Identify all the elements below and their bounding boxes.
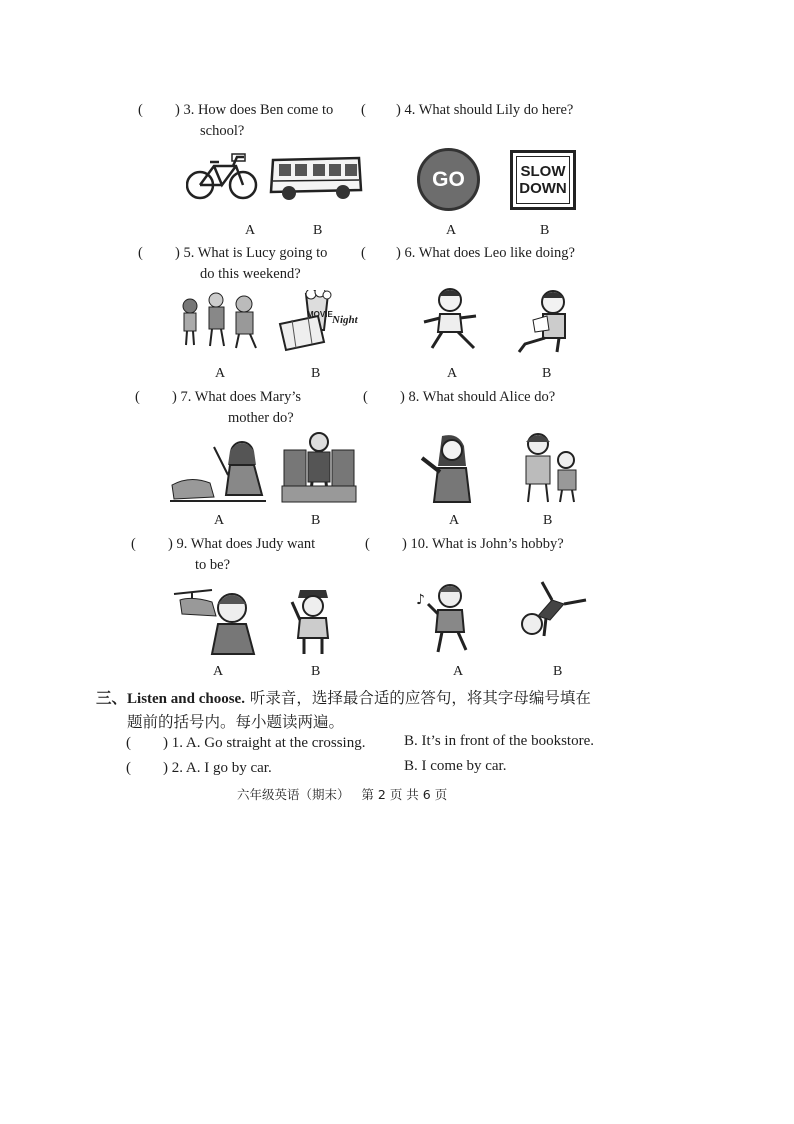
answer-bracket[interactable]: ( [361, 102, 366, 118]
question-9-text: ) 9. What does Judy want [168, 536, 316, 552]
answer-bracket[interactable]: ( [363, 389, 368, 405]
svg-text:♪: ♪ [416, 592, 425, 608]
kung-fu-boy-image [418, 286, 488, 354]
question-9-continuation: to be? [195, 557, 231, 573]
section-number: 三、 [96, 689, 128, 707]
answer-bracket[interactable]: ( [138, 102, 143, 118]
listen-item-2-option-b: B. I come by car. [404, 758, 507, 774]
movie-night-image [278, 290, 358, 352]
option-a-label: A [213, 664, 224, 679]
section-instruction-line-1: 听录音，选择最合适的应答句，将其字母编号填在 [244, 689, 591, 707]
movie-text: MOVIE [307, 310, 333, 319]
pilot-image [172, 582, 264, 658]
go-sign-image [417, 148, 480, 211]
page-footer: 六年级英语（期末） 第 2 页 共 6 页 [237, 787, 448, 802]
singing-boy-image [414, 580, 480, 656]
option-a-label: A [447, 366, 458, 381]
answer-bracket[interactable]: ( [126, 760, 131, 776]
option-b-label: B [540, 223, 550, 238]
option-b-label: B [311, 366, 321, 381]
down-sign-text: DOWN [519, 180, 567, 197]
question-6-text: ) 6. What does Leo like doing? [396, 245, 575, 261]
answer-bracket[interactable]: ( [361, 245, 366, 261]
listen-item-2-option-a: ) 2. A. I go by car. [163, 760, 272, 776]
listen-item-1-option-b: B. It’s in front of the bookstore. [404, 733, 594, 749]
question-5-continuation: do this weekend? [200, 266, 301, 282]
answer-bracket[interactable]: ( [126, 735, 131, 751]
woman-at-counter-image [170, 435, 266, 505]
answer-bracket[interactable]: ( [135, 389, 140, 405]
section-title: Listen and choose. [127, 691, 245, 707]
question-10-text: ) 10. What is John’s hobby? [402, 536, 564, 552]
girl-helping-image [516, 430, 582, 506]
option-a-label: A [446, 223, 457, 238]
question-4-text: ) 4. What should Lily do here? [396, 102, 574, 118]
section-instruction-line-2: 题前的括号内。每小题读两遍。 [127, 713, 345, 731]
option-b-label: B [311, 513, 321, 528]
section-3-heading [96, 687, 591, 710]
option-b-label: B [313, 223, 323, 238]
bicycle-image [186, 152, 258, 202]
option-b-label: B [543, 513, 553, 528]
police-officer-image [288, 582, 338, 656]
answer-bracket[interactable]: ( [138, 245, 143, 261]
pointing-girl-image [418, 432, 480, 506]
answer-bracket[interactable]: ( [365, 536, 370, 552]
option-b-label: B [553, 664, 563, 679]
question-8-text: ) 8. What should Alice do? [400, 389, 556, 405]
listen-item-1-option-a: ) 1. A. Go straight at the crossing. [163, 735, 366, 751]
go-sign-text: GO [432, 167, 465, 191]
question-5-text: ) 5. What is Lucy going to [175, 245, 328, 261]
question-3-continuation: school? [200, 123, 245, 139]
question-7-text: ) 7. What does Mary’s [172, 389, 301, 405]
question-3-text: ) 3. How does Ben come to [175, 102, 334, 118]
option-b-label: B [542, 366, 552, 381]
option-a-label: A [214, 513, 225, 528]
option-a-label: A [215, 366, 226, 381]
question-7-continuation: mother do? [228, 410, 294, 426]
option-a-label: A [453, 664, 464, 679]
slow-sign-text: SLOW [520, 163, 566, 180]
option-a-label: A [245, 223, 256, 238]
family-visit-image [178, 290, 264, 352]
slow-down-sign-image [510, 150, 576, 210]
school-bus-image [267, 154, 363, 202]
answer-bracket[interactable]: ( [131, 536, 136, 552]
option-a-label: A [449, 513, 460, 528]
shop-worker-image [280, 430, 358, 506]
reading-boy-image [515, 286, 575, 354]
night-text: Night [332, 314, 358, 326]
option-b-label: B [311, 664, 321, 679]
breakdancing-boy-image [516, 580, 588, 644]
